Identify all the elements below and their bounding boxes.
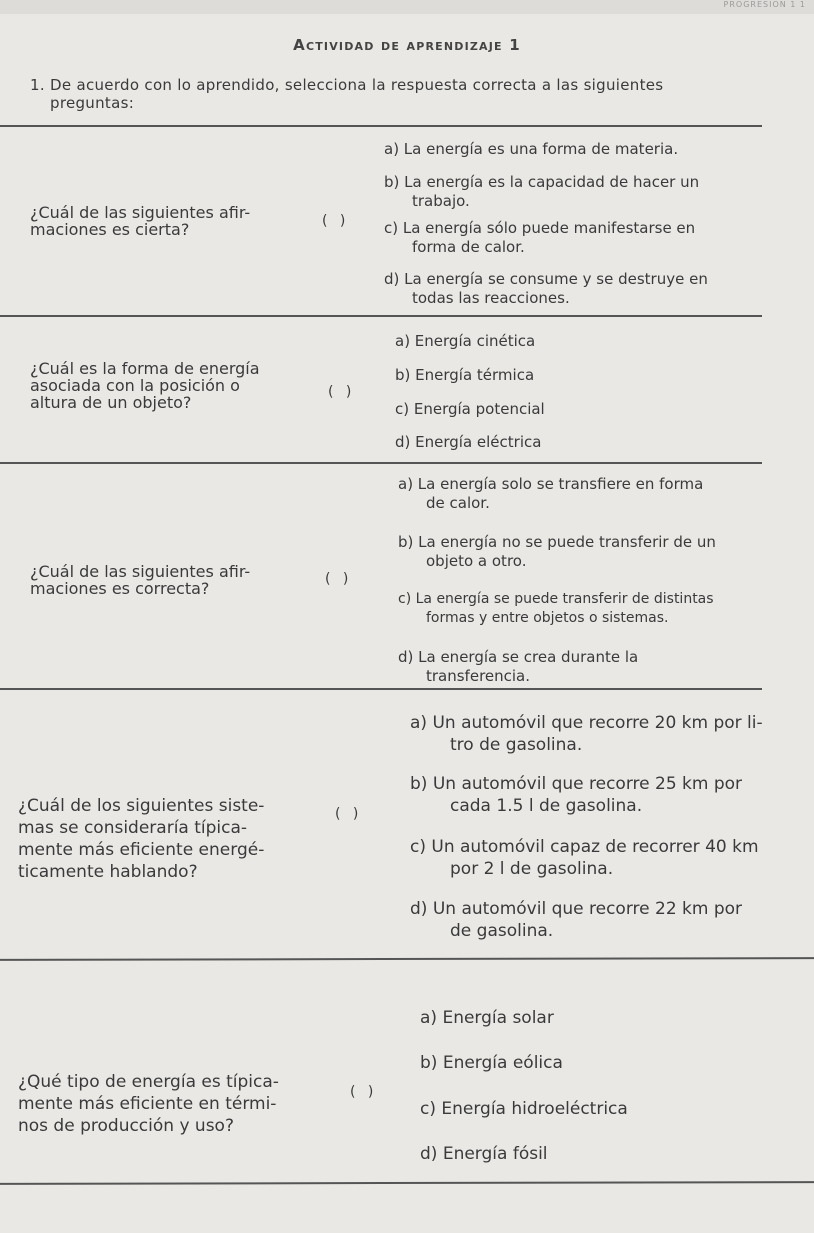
option-line: d) Un automóvil que recorre 22 km por	[410, 899, 743, 919]
option-line: a) La energía es una forma de materia.	[384, 140, 679, 158]
option-line: transferencia.	[426, 667, 531, 685]
option-line: c) Energía hidroeléctrica	[420, 1099, 628, 1119]
option-line: forma de calor.	[412, 238, 525, 256]
answer-option[interactable]	[398, 475, 703, 513]
option-line: d) La energía se consume y se destruye en	[384, 270, 708, 288]
instruction-number: 1.	[30, 76, 45, 94]
answer-option[interactable]	[384, 219, 695, 257]
answer-option[interactable]	[384, 173, 699, 211]
question-prompt: ¿Cuál de las siguientes afir- maciones es cierta?	[30, 203, 251, 239]
instruction-line-2: preguntas:	[50, 94, 135, 112]
answer-option[interactable]	[395, 400, 545, 419]
question-prompt: ¿Cuál es la forma de energía asociada con la posición o altura de un objeto?	[30, 359, 260, 412]
question-prompt: ¿Cuál de las siguientes afir- maciones es correcta?	[30, 562, 251, 598]
option-line: a) Un automóvil que recorre 20 km por li-	[410, 713, 763, 733]
option-line: objeto a otro.	[426, 552, 527, 570]
option-line: trabajo.	[412, 192, 470, 210]
divider	[0, 125, 762, 127]
answer-blank[interactable]: ( )	[335, 806, 363, 822]
question-prompt: ¿Cuál de los siguientes siste- mas se consideraría típica- mente más eficiente energé- ticamente hablando?	[18, 796, 265, 882]
instruction	[30, 76, 770, 112]
option-line: de calor.	[426, 494, 490, 512]
divider	[0, 1181, 814, 1185]
option-line: cada 1.5 l de gasolina.	[450, 796, 643, 816]
option-line: c) Un automóvil capaz de recorrer 40 km	[410, 837, 759, 857]
option-line: a) Energía cinética	[395, 332, 536, 350]
option-line: d) Energía eléctrica	[395, 433, 542, 451]
option-line: b) Energía térmica	[395, 366, 535, 384]
page-title: Actividad de aprendizaje 1	[293, 36, 521, 54]
option-line: tro de gasolina.	[450, 735, 583, 755]
answer-option[interactable]	[420, 1098, 628, 1120]
option-line: de gasolina.	[450, 921, 554, 941]
answer-option[interactable]	[420, 1143, 548, 1165]
answer-option[interactable]	[410, 898, 742, 942]
answer-option[interactable]	[410, 712, 763, 756]
divider	[0, 462, 762, 464]
answer-option[interactable]	[398, 648, 638, 686]
answer-option[interactable]	[420, 1007, 554, 1029]
answer-option[interactable]	[398, 533, 716, 571]
option-line: b) Un automóvil que recorre 25 km por	[410, 774, 743, 794]
answer-option[interactable]	[420, 1052, 563, 1074]
option-line: formas y entre objetos o sistemas.	[426, 610, 669, 626]
answer-option[interactable]	[410, 836, 759, 880]
option-line: c) Energía potencial	[395, 400, 545, 418]
option-line: d) La energía se crea durante la	[398, 648, 639, 666]
answer-option[interactable]	[410, 773, 742, 817]
answer-option[interactable]	[395, 366, 534, 385]
option-line: c) La energía se puede transferir de distintas	[398, 591, 714, 607]
option-line: b) Energía eólica	[420, 1053, 563, 1073]
option-line: por 2 l de gasolina.	[450, 859, 614, 879]
divider	[0, 315, 762, 317]
answer-option[interactable]	[395, 332, 535, 351]
option-line: c) La energía sólo puede manifestarse en	[384, 219, 696, 237]
answer-blank[interactable]: ( )	[325, 571, 353, 587]
answer-blank[interactable]: ( )	[328, 384, 356, 400]
answer-option[interactable]	[395, 433, 541, 452]
divider	[0, 688, 762, 690]
divider	[0, 957, 814, 961]
answer-option[interactable]	[384, 140, 678, 159]
question-prompt: ¿Qué tipo de energía es típica- mente más eficiente en térmi- nos de producción y uso?	[18, 1072, 279, 1136]
answer-blank[interactable]: ( )	[322, 213, 350, 229]
option-line: a) La energía solo se transfiere en forma	[398, 475, 704, 493]
option-line: todas las reacciones.	[412, 289, 570, 307]
option-line: b) La energía no se puede transferir de un	[398, 533, 716, 551]
answer-option[interactable]	[384, 270, 708, 308]
option-line: a) Energía solar	[420, 1008, 554, 1028]
corner-label: PROGRESION 1 1	[723, 0, 806, 9]
page-top-edge	[0, 0, 814, 14]
answer-option[interactable]	[398, 590, 714, 628]
option-line: d) Energía fósil	[420, 1144, 548, 1164]
instruction-line-1: De acuerdo con lo aprendido, selecciona la respuesta correcta a las siguientes	[50, 76, 664, 94]
option-line: b) La energía es la capacidad de hacer un	[384, 173, 700, 191]
answer-blank[interactable]: ( )	[350, 1084, 378, 1100]
